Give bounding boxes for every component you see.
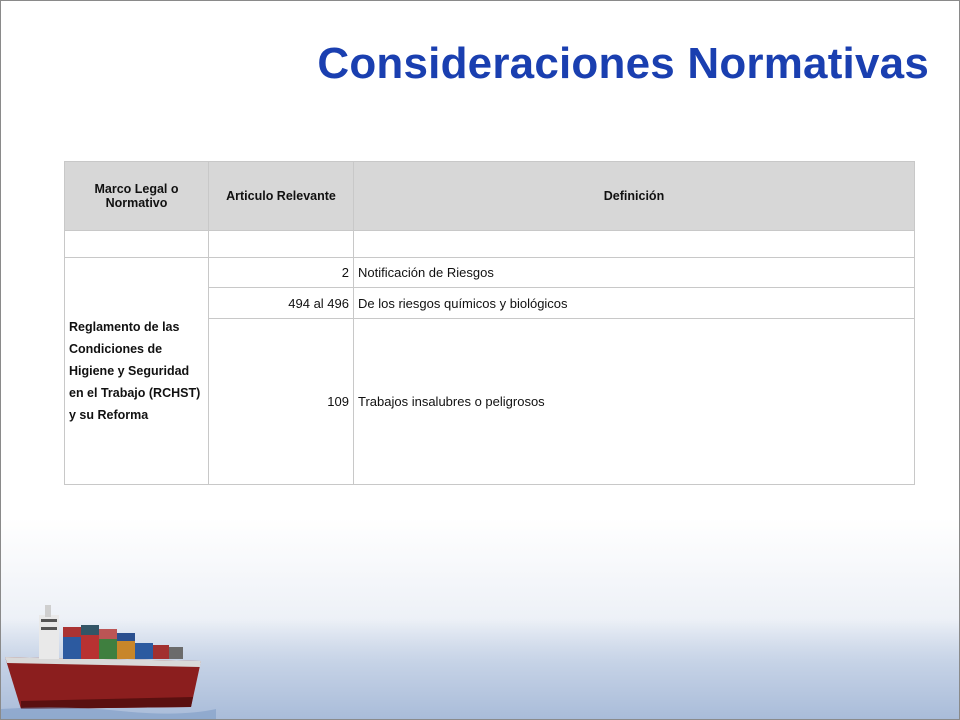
- header-marco: Marco Legal o Normativo: [65, 162, 209, 231]
- header-definicion: Definición: [354, 162, 915, 231]
- container-ship-image: [1, 597, 216, 720]
- regulations-table: [64, 161, 915, 485]
- definicion-cell: De los riesgos químicos y biológicos: [354, 288, 915, 319]
- empty-cell: [65, 231, 209, 258]
- marco-legal-cell: Reglamento de las Condiciones de Higiene y Seguridad en el Trabajo (RCHST) y su Reforma: [65, 258, 209, 485]
- header-articulo: Articulo Relevante: [209, 162, 354, 231]
- table-row: [65, 258, 915, 288]
- definicion-cell: Notificación de Riesgos: [354, 258, 915, 288]
- table-row-empty: [65, 231, 915, 258]
- definicion-cell: Trabajos insalubres o peligrosos: [354, 319, 915, 485]
- empty-cell: [209, 231, 354, 258]
- page-title: Consideraciones Normativas: [317, 39, 929, 88]
- articulo-cell: 494 al 496: [209, 288, 354, 319]
- table-header-row: [65, 162, 915, 231]
- articulo-cell: 109: [209, 319, 354, 485]
- articulo-cell: 2: [209, 258, 354, 288]
- empty-cell: [354, 231, 915, 258]
